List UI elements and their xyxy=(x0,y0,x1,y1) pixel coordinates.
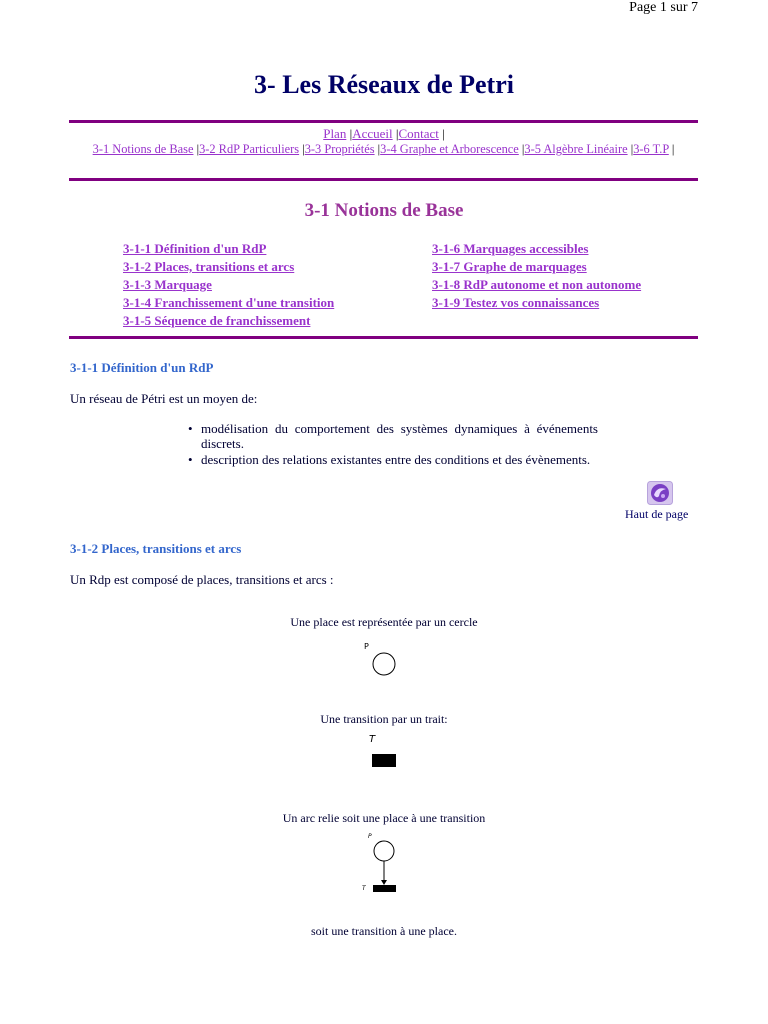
definition-list xyxy=(188,421,598,468)
reverse-caption: soit une transition à une place. xyxy=(311,924,457,938)
toc-link-3-1-7[interactable]: 3-1-7 Graphe de marquages xyxy=(432,259,587,274)
toc-link-3-1-5[interactable]: 3-1-5 Séquence de franchissement xyxy=(123,313,311,328)
toc-link-3-1-9[interactable]: 3-1-9 Testez vos connaissances xyxy=(432,295,600,310)
nav-link-accueil[interactable]: Accueil xyxy=(352,126,393,141)
list-item: • description des relations existantes entre des conditions et des évènements. xyxy=(188,452,598,467)
place-label: P xyxy=(364,642,369,651)
intro-3-1-1: Un réseau de Pétri est un moyen de: xyxy=(70,391,258,406)
nav-separator: | xyxy=(196,142,200,156)
arc-transition-bar xyxy=(373,885,396,892)
heading-3-1-2: 3-1-2 Places, transitions et arcs xyxy=(70,541,242,556)
arc-figure xyxy=(358,830,408,896)
place-circle xyxy=(373,653,395,675)
transition-label: T xyxy=(369,734,376,745)
transition-bar xyxy=(372,754,396,767)
nav-separator: | xyxy=(302,142,305,156)
nav-separator: | xyxy=(671,142,675,156)
toc-link-3-1-4[interactable]: 3-1-4 Franchissement d'une transition xyxy=(123,295,335,310)
heading-3-1-1: 3-1-1 Définition d'un RdP xyxy=(70,360,214,375)
chapter-link-3-1[interactable]: 3-1 Notions de Base xyxy=(92,142,194,156)
chapter-link-3-4[interactable]: 3-4 Graphe et Arborescence xyxy=(380,142,519,156)
page-title: 3- Les Réseaux de Petri xyxy=(254,70,514,99)
purple-swirl-icon[interactable] xyxy=(647,481,673,505)
arc-place-label: P xyxy=(368,833,372,840)
toc-link-3-1-3[interactable]: 3-1-3 Marquage xyxy=(123,277,212,292)
toc-link-3-1-6[interactable]: 3-1-6 Marquages accessibles xyxy=(432,241,589,256)
arc-place-circle xyxy=(374,841,394,861)
divider-top xyxy=(69,120,698,123)
nav-link-contact[interactable]: Contact xyxy=(398,126,439,141)
divider-nav xyxy=(69,178,698,181)
transition-caption: Une transition par un trait: xyxy=(320,712,448,726)
chapter-link-3-2[interactable]: 3-2 RdP Particuliers xyxy=(199,142,300,156)
section-title: 3-1 Notions de Base xyxy=(304,200,464,221)
nav-separator: | xyxy=(630,142,634,156)
top-nav xyxy=(0,126,768,142)
chapter-link-3-3[interactable]: 3-3 Propriétés xyxy=(304,142,375,156)
toc-right-column xyxy=(432,240,641,312)
place-figure xyxy=(360,640,410,680)
nav-link-plan[interactable]: Plan xyxy=(323,126,347,141)
toc-link-3-1-2[interactable]: 3-1-2 Places, transitions et arcs xyxy=(123,259,295,274)
nav-separator: | xyxy=(377,142,381,156)
nav-separator: | xyxy=(521,142,525,156)
chapter-link-3-6[interactable]: 3-6 T.P xyxy=(633,142,669,156)
nav-separator: | xyxy=(349,126,353,141)
chapter-nav xyxy=(69,142,698,157)
arc-transition-label: T xyxy=(362,885,366,892)
place-caption: Une place est représentée par un cercle xyxy=(290,615,478,629)
chapter-link-3-5[interactable]: 3-5 Algèbre Linéaire xyxy=(524,142,628,156)
back-to-top-link[interactable]: Haut de page xyxy=(625,507,689,521)
divider-toc xyxy=(69,336,698,339)
nav-separator: | xyxy=(442,126,445,141)
page-indicator: Page 1 sur 7 xyxy=(629,0,698,15)
toc-link-3-1-1[interactable]: 3-1-1 Définition d'un RdP xyxy=(123,241,267,256)
intro-3-1-2: Un Rdp est composé de places, transitions et arcs : xyxy=(70,572,334,587)
list-item: • modélisation du comportement des systèmes dynamiques à événements discrets. xyxy=(188,421,598,451)
arc-caption: Un arc relie soit une place à une transition xyxy=(282,811,486,825)
arc-arrowhead xyxy=(381,880,387,885)
nav-separator: | xyxy=(395,126,399,141)
toc-link-3-1-8[interactable]: 3-1-8 RdP autonome et non autonome xyxy=(432,277,642,292)
toc-left-column xyxy=(123,240,334,330)
transition-figure xyxy=(365,732,405,772)
